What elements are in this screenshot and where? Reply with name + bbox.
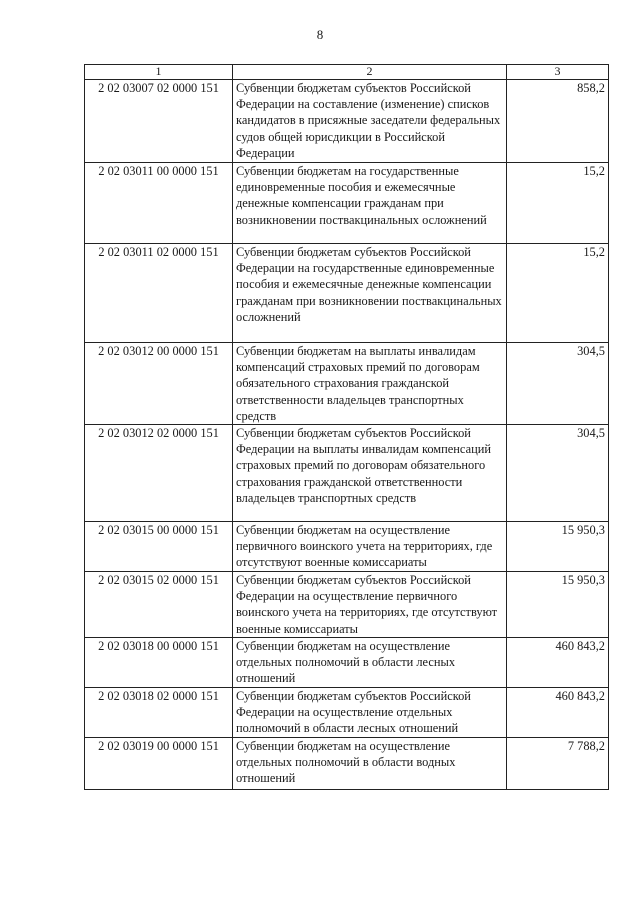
amount-value: 15 950,3 xyxy=(507,572,609,638)
table-row xyxy=(85,343,609,425)
subvention-name: Субвенции бюджетам субъектов Российской Федерации на выплаты инвалидам компенсаций страховых премий по договорам обязательного страхования гражданской ответственности владельцев транспортных средств xyxy=(233,425,507,522)
column-header-code: 1 xyxy=(85,65,233,80)
amount-value: 7 788,2 xyxy=(507,737,609,789)
table-row xyxy=(85,737,609,789)
page-number: 8 xyxy=(316,27,324,42)
budget-code: 2 02 03011 00 0000 151 xyxy=(85,163,233,244)
budget-code: 2 02 03011 02 0000 151 xyxy=(85,244,233,343)
budget-code: 2 02 03018 00 0000 151 xyxy=(85,637,233,687)
subvention-name: Субвенции бюджетам субъектов Российской Федерации на осуществление первичного воинского учета на территориях, где отсутствуют военные комиссариаты xyxy=(233,572,507,638)
budget-code: 2 02 03018 02 0000 151 xyxy=(85,687,233,737)
subvention-name: Субвенции бюджетам на выплаты инвалидам компенсаций страховых премий по договорам обязательного страхования гражданской ответственности владельцев транспортных средств xyxy=(233,343,507,425)
table-row xyxy=(85,163,609,244)
amount-value: 460 843,2 xyxy=(507,687,609,737)
table-row xyxy=(85,687,609,737)
subvention-name: Субвенции бюджетам на осуществление отдельных полномочий в области лесных отношений xyxy=(233,637,507,687)
amount-value: 15,2 xyxy=(507,163,609,244)
subvention-name: Субвенции бюджетам на осуществление отдельных полномочий в области водных отношений xyxy=(233,737,507,789)
subvention-name: Субвенции бюджетам на государственные единовременные пособия и ежемесячные денежные компенсации гражданам при возникновении поствакцинальных осложнений xyxy=(233,163,507,244)
table-row xyxy=(85,425,609,522)
column-header-amount: 3 xyxy=(507,65,609,80)
amount-value: 858,2 xyxy=(507,80,609,163)
budget-table xyxy=(84,64,609,790)
budget-code: 2 02 03012 00 0000 151 xyxy=(85,343,233,425)
subvention-name: Субвенции бюджетам субъектов Российской Федерации на осуществление отдельных полномочий в области лесных отношений xyxy=(233,687,507,737)
table-row xyxy=(85,522,609,572)
table-row xyxy=(85,572,609,638)
amount-value: 15 950,3 xyxy=(507,522,609,572)
table-header-row xyxy=(85,65,609,80)
column-header-name: 2 xyxy=(233,65,507,80)
budget-code: 2 02 03015 00 0000 151 xyxy=(85,522,233,572)
subvention-name: Субвенции бюджетам субъектов Российской Федерации на составление (изменение) списков кандидатов в присяжные заседатели федеральных судов общей юрисдикции в Российской Федерации xyxy=(233,80,507,163)
budget-code: 2 02 03019 00 0000 151 xyxy=(85,737,233,789)
table-row xyxy=(85,637,609,687)
amount-value: 304,5 xyxy=(507,425,609,522)
subvention-name: Субвенции бюджетам на осуществление первичного воинского учета на территориях, где отсутствуют военные комиссариаты xyxy=(233,522,507,572)
table-row xyxy=(85,80,609,163)
table-row xyxy=(85,244,609,343)
budget-code: 2 02 03012 02 0000 151 xyxy=(85,425,233,522)
budget-code: 2 02 03015 02 0000 151 xyxy=(85,572,233,638)
amount-value: 460 843,2 xyxy=(507,637,609,687)
amount-value: 15,2 xyxy=(507,244,609,343)
subvention-name: Субвенции бюджетам субъектов Российской Федерации на государственные единовременные пособия и ежемесячные денежные компенсации гражданам при возникновении поствакцинальных осложнений xyxy=(233,244,507,343)
budget-code: 2 02 03007 02 0000 151 xyxy=(85,80,233,163)
amount-value: 304,5 xyxy=(507,343,609,425)
